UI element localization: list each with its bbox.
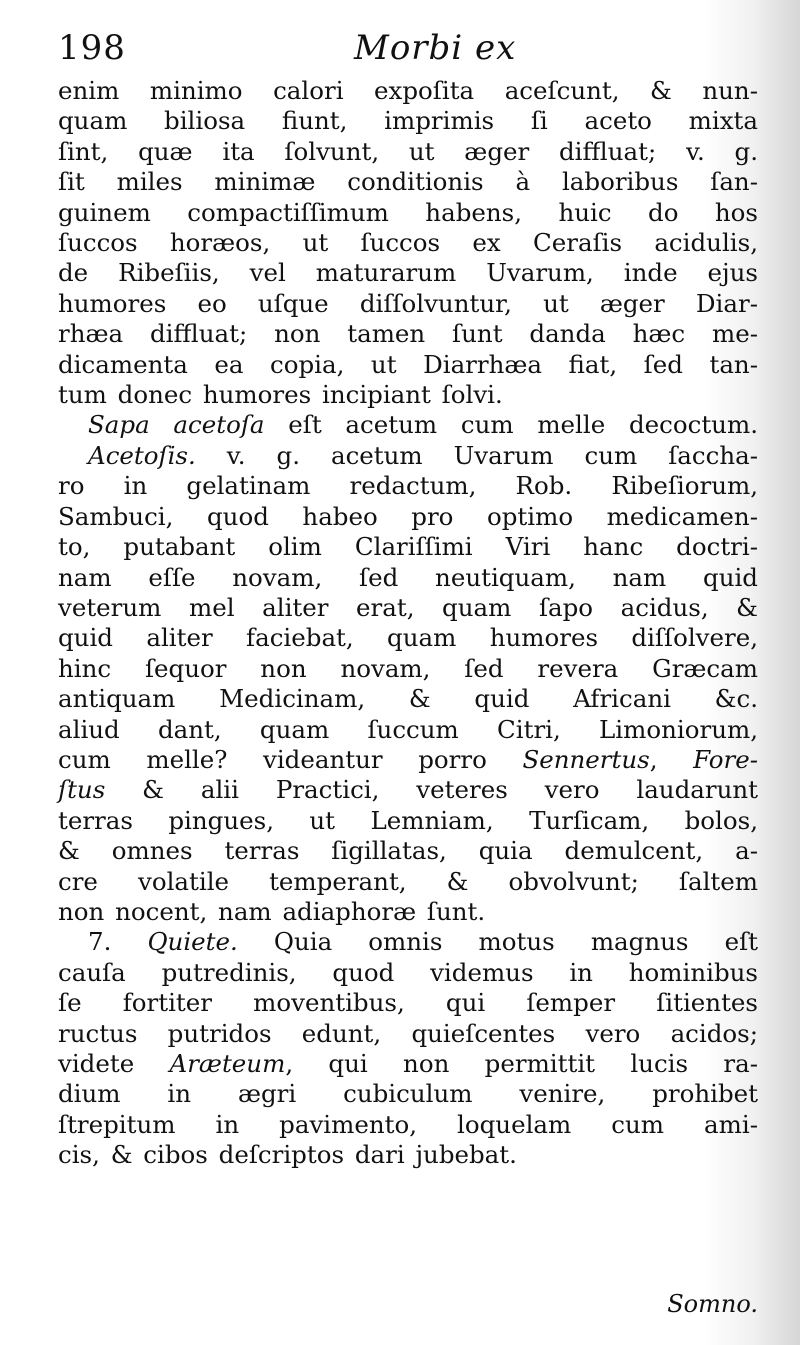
text-line: to, putabant olim Clariſſimi Viri hanc doctri-	[58, 532, 758, 562]
text-line	[58, 410, 758, 440]
text-run: , qui non permittit lucis ra-	[285, 1049, 758, 1078]
text-run: eſt acetum cum melle decoctum.	[264, 410, 758, 440]
author-name-forestus: Fore-	[693, 744, 759, 774]
text-line: & omnes terras ſigillatas, quia demulcent, a-	[58, 836, 758, 866]
author-name-araeteus: Aræteum	[169, 1049, 286, 1078]
text-line: antiquam Medicinam, & quid Africani &c.	[58, 684, 758, 714]
text-line: nam eſſe novam, ſed neutiquam, nam quid	[58, 562, 758, 592]
text-line: ſuccos horæos, ut ſuccos ex Ceraſis acidulis,	[58, 228, 758, 258]
text-line	[58, 775, 758, 805]
text-line: dicamenta ea copia, ut Diarrhæa fiat, ſed tan-	[58, 349, 758, 379]
text-line: terras pingues, ut Lemniam, Turſicam, bolos,	[58, 805, 758, 835]
text-line: hinc ſequor non novam, ſed revera Græcam	[58, 653, 758, 683]
running-title: Morbi ex	[354, 28, 517, 68]
text-line: dium in ægri cubiculum venire, prohibet	[58, 1079, 758, 1109]
section-number: 7.	[88, 927, 148, 957]
text-line	[58, 1049, 758, 1079]
text-run: cum melle? videantur porro	[58, 744, 523, 774]
author-name-forestus-cont: ſtus	[58, 775, 106, 805]
author-name-sennertus: Sennertus	[522, 744, 650, 774]
running-head	[58, 28, 758, 82]
text-line	[58, 927, 758, 957]
text-line: rhæa diffluat; non tamen ſunt danda hæc me-	[58, 319, 758, 349]
text-run: ,	[649, 744, 694, 774]
text-run: & alii Practici, veteres vero laudarunt	[105, 775, 758, 805]
heading-sapa-acetosa: Sapa acetoſa	[88, 410, 265, 440]
catchword: Somno.	[667, 1290, 758, 1318]
text-line: cauſa putredinis, quod videmus in hominibus	[58, 957, 758, 987]
text-line: tum donec humores incipiant ſolvi.	[58, 380, 503, 410]
text-line: ſe fortiter moventibus, qui ſemper ſitientes	[58, 988, 758, 1018]
text-line: enim minimo calori expoſita aceſcunt, & nun-	[58, 76, 758, 105]
heading-acetosis: Acetoſis.	[88, 440, 196, 470]
text-line: veterum mel aliter erat, quam ſapo acidus, &	[58, 592, 758, 622]
text-line	[58, 441, 758, 471]
text-run: videte	[58, 1049, 170, 1078]
text-line: ructus putridos edunt, quieſcentes vero acidos;	[58, 1018, 758, 1048]
text-line: quam biliosa fiunt, imprimis ſi aceto mixta	[58, 106, 758, 136]
text-line: guinem compactiſſimum habens, huic do hos	[58, 197, 758, 227]
page-number: 198	[58, 28, 126, 68]
body-text	[58, 76, 758, 1171]
text-line: non nocent, nam adiaphoræ ſunt.	[58, 896, 486, 926]
text-line: Sambuci, quod habeo pro optimo medicamen-	[58, 501, 758, 531]
text-line: aliud dant, quam ſuccum Citri, Limoniorum,	[58, 714, 758, 744]
text-line: cis, & cibos deſcriptos dari jubebat.	[58, 1140, 517, 1170]
text-line: ro in gelatinam redactum, Rob. Ribeſiorum,	[58, 471, 758, 501]
text-line	[58, 745, 758, 775]
text-line: cre volatile temperant, & obvolvunt; ſaltem	[58, 866, 758, 896]
text-line: humores eo uſque diſſolvuntur, ut æger Diar-	[58, 288, 758, 318]
text-line: ſtrepitum in pavimento, loquelam cum ami-	[58, 1109, 758, 1139]
text-line: de Ribeſiis, vel maturarum Uvarum, inde ejus	[58, 258, 758, 288]
heading-quiete: Quiete.	[147, 927, 238, 957]
text-line: ſit miles minimæ conditionis à laboribus ſan-	[58, 167, 758, 197]
text-line: quid aliter faciebat, quam humores diſſolvere,	[58, 623, 758, 653]
text-line: ſint, quæ ita ſolvunt, ut æger diffluat; v. g.	[58, 136, 758, 166]
text-run: v. g. acetum Uvarum cum ſaccha-	[195, 440, 758, 470]
text-run: Quia omnis motus magnus eſt	[237, 927, 758, 957]
